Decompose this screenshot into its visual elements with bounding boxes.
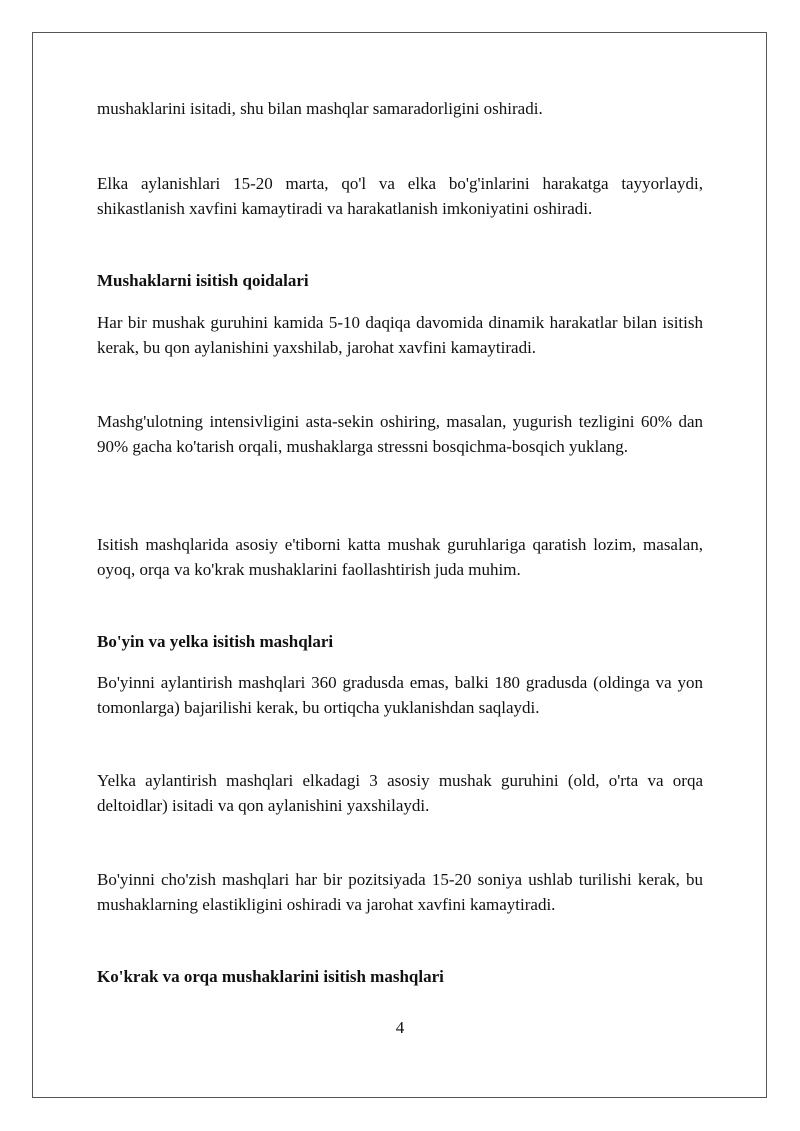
paragraph: Bo'yinni aylantirish mashqlari 360 gradusda emas, balki 180 gradusda (oldinga va yon tomonlarga) bajarilishi kerak, bu ortiqcha yuklanishdan saqlaydi. bbox=[97, 673, 703, 717]
page-number: 4 bbox=[395, 1018, 405, 1037]
paragraph: Bo'yinni cho'zish mashqlari har bir pozitsiyada 15-20 soniya ushlab turilishi kerak, bu mushaklarning elastikligini oshiradi va jarohat xavfini kamaytiradi. bbox=[97, 870, 703, 914]
paragraph: Mashg'ulotning intensivligini asta-sekin oshiring, masalan, yugurish tezligini 60% dan 90% gacha ko'tarish orqali, mushaklarga stressni bosqichma-bosqich yuklang. bbox=[97, 412, 703, 456]
paragraph: Yelka aylantirish mashqlari elkadagi 3 asosiy mushak guruhini (old, o'rta va orqa deltoidlar) isitadi va qon aylanishini yaxshilaydi. bbox=[97, 771, 703, 815]
paragraph: mushaklarini isitadi, shu bilan mashqlar samaradorligini oshiradi. bbox=[97, 99, 543, 118]
paragraph: Har bir mushak guruhini kamida 5-10 daqiqa davomida dinamik harakatlar bilan isitish kerak, bu qon aylanishini yaxshilab, jarohat xavfini kamaytiradi. bbox=[97, 313, 703, 357]
paragraph: Elka aylanishlari 15-20 marta, qo'l va elka bo'g'inlarini harakatga tayyorlaydi, shikastlanish xavfini kamaytiradi va harakatlanish imkoniyatini oshiradi. bbox=[97, 174, 703, 218]
paragraph: Isitish mashqlarida asosiy e'tiborni katta mushak guruhlariga qaratish lozim, masalan, oyoq, orqa va ko'krak mushaklarini faollashtirish juda muhim. bbox=[97, 535, 703, 579]
section-heading: Ko'krak va orqa mushaklarini isitish mashqlari bbox=[97, 967, 444, 986]
section-heading: Bo'yin va yelka isitish mashqlari bbox=[97, 632, 334, 651]
section-heading: Mushaklarni isitish qoidalari bbox=[97, 271, 309, 290]
